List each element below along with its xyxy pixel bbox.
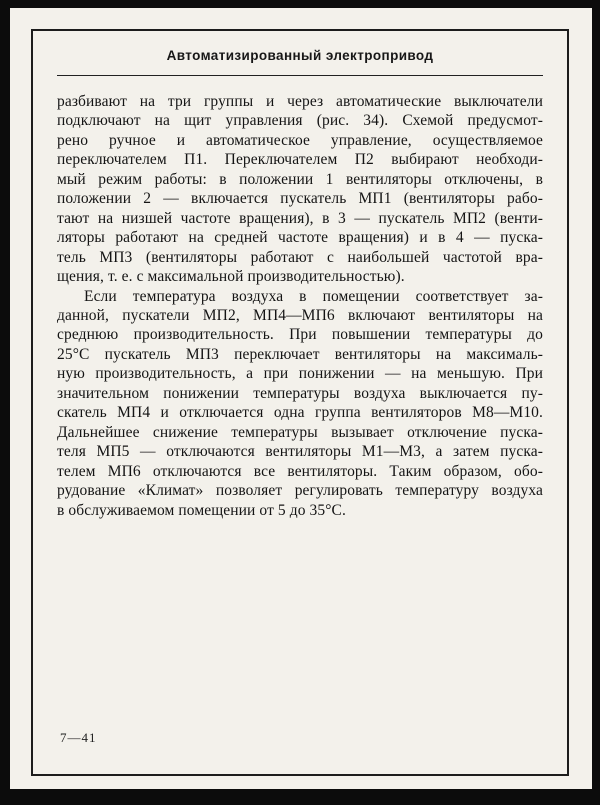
text-line: телем МП6 отключаются все вентиляторы. Таким образом, обо-	[57, 462, 543, 480]
scanned-book-page	[10, 8, 592, 789]
paragraph-1	[57, 92, 543, 287]
text-line: тают на низшей частоте вращения), в 3 — пускатель МП2 (венти-	[57, 209, 543, 227]
text-line: мый режим работы: в положении 1 вентиляторы отключены, в	[57, 170, 543, 188]
text-line: тель МП3 (вентиляторы работают с наибольшей частотой вра-	[57, 248, 543, 266]
text-line: разбивают на три группы и через автоматические выключатели	[57, 93, 543, 110]
text-line: теля МП5 — отключаются вентиляторы М1—М3, а затем пуска-	[57, 443, 543, 461]
text-line: среднюю производительность. При повышении температуры до	[57, 326, 543, 344]
text-line: Если температура воздуха в помещении соответствует за-	[84, 287, 543, 305]
text-line: 25°С пускатель МП3 переключает вентиляторы на максималь-	[57, 345, 543, 363]
text-line: значительном понижении температуры воздуха выключается пу-	[57, 384, 543, 402]
text-line: данной, пускатели МП2, МП4—МП6 включают вентиляторы на	[57, 306, 543, 324]
text-line: ную производительность, а при понижении — на меньшую. При	[57, 365, 543, 383]
paragraph-2	[57, 287, 543, 520]
page-border-frame	[31, 29, 569, 776]
page-signature-mark: 7—41	[60, 730, 97, 745]
text-line: Дальнейшее снижение температуры вызывает отключение пуска-	[57, 423, 543, 441]
text-line: подключают на щит управления (рис. 34). Схемой предусмот-	[57, 112, 543, 130]
text-line: скатель МП4 и отключается одна группа вентиляторов М8—М10.	[57, 404, 543, 422]
text-line: ляторы работают на средней частоте вращения) и в 4 — пуска-	[57, 229, 543, 247]
text-line: переключателем П1. Переключателем П2 выбирают необходи-	[57, 151, 543, 169]
text-line: рудование «Климат» позволяет регулировать температуру воздуха	[57, 482, 543, 500]
text-line: положении 2 — включается пускатель МП1 (вентиляторы рабо-	[57, 190, 543, 208]
running-head-title: Автоматизированный электропривод	[166, 48, 434, 63]
header-rule	[57, 75, 543, 76]
body-text	[57, 92, 543, 520]
text-line: щения, т. е. с максимальной производительностью).	[57, 268, 405, 286]
text-line: рено ручное и автоматическое управление, осуществляемое	[57, 131, 543, 149]
text-line: в обслуживаемом помещении от 5 до 35°С.	[57, 501, 346, 519]
